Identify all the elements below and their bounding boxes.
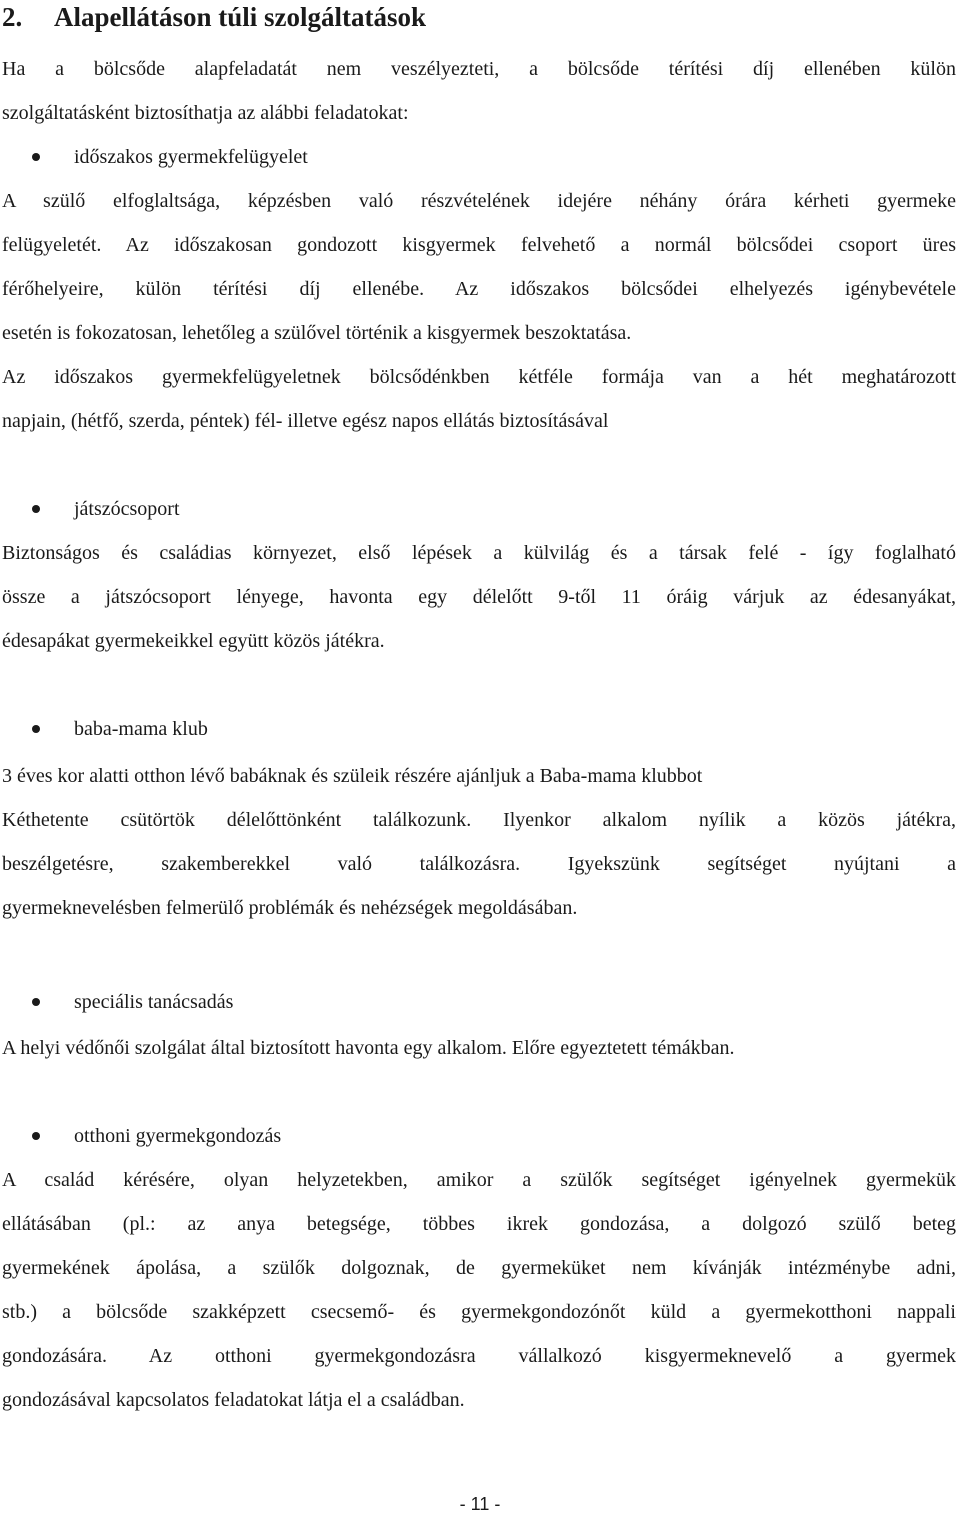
paragraph-line: beszélgetésre, szakemberekkel való találkozásra. Igyekszünk segítséget nyújtani a — [2, 853, 956, 875]
bullet-icon — [32, 153, 40, 161]
section-paragraph — [2, 179, 956, 443]
paragraph-line: ellátásában (pl.: az anya betegsége, többes ikrek gondozása, a dolgozó szülő beteg — [2, 1213, 956, 1235]
paragraph-line: esetén is fokozatosan, lehetőleg a szülővel történik a kisgyermek beszoktatása. — [2, 322, 632, 344]
paragraph-line: gondozásával kapcsolatos feladatokat látja el a családban. — [2, 1389, 465, 1411]
section-paragraph — [2, 754, 956, 930]
intro-paragraph — [2, 47, 956, 135]
paragraph-line: stb.) a bölcsőde szakképzett csecsemő- és gyermekgondozónőt küld a gyermekotthoni nappali — [2, 1301, 956, 1323]
paragraph-line: Kéthetente csütörtök délelőttönként találkozunk. Ilyenkor alkalom nyílik a közös játékra, — [2, 809, 956, 831]
section-number: 2. — [2, 2, 23, 32]
bullet-label: otthoni gyermekgondozás — [74, 1125, 282, 1147]
bullet-label: játszócsoport — [74, 498, 180, 520]
bullet-item-baba-mama — [2, 714, 208, 744]
paragraph-line: felügyeletét. Az időszakosan gondozott kisgyermek felvehető a normál bölcsődei csoport üres — [2, 234, 956, 256]
bullet-icon — [32, 1132, 40, 1140]
intro-line: Ha a bölcsőde alapfeladatát nem veszélyezteti, a bölcsőde térítési díj ellenében külön — [2, 58, 956, 80]
section-paragraph — [2, 1158, 956, 1422]
bullet-icon — [32, 505, 40, 513]
section-title: Alapellátáson túli szolgáltatások — [54, 2, 427, 32]
section-heading — [2, 0, 426, 34]
bullet-icon — [32, 725, 40, 733]
paragraph-line: gyermekének ápolása, a szülők dolgoznak, de gyermeküket nem kívánják intézménybe adni, — [2, 1257, 956, 1279]
paragraph-line: A helyi védőnői szolgálat által biztosított havonta egy alkalom. Előre egyeztetett témákban. — [2, 1037, 735, 1059]
paragraph-line: Biztonságos és családias környezet, első lépések a külvilág és a társak felé - így foglalható — [2, 542, 956, 564]
paragraph-line: gondozására. Az otthoni gyermekgondozásra vállalkozó kisgyermeknevelő a gyermek — [2, 1345, 956, 1367]
section-paragraph — [2, 1026, 956, 1070]
bullet-label: baba-mama klub — [74, 718, 208, 740]
paragraph-line: össze a játszócsoport lényege, havonta egy délelőtt 9-től 11 óráig várjuk az édesanyákat, — [2, 586, 956, 608]
paragraph-line: napjain, (hétfő, szerda, péntek) fél- illetve egész napos ellátás biztosításával — [2, 410, 609, 432]
paragraph-line: A család kérésére, olyan helyzetekben, amikor a szülők segítséget igényelnek gyermekük — [2, 1169, 956, 1191]
bullet-icon — [32, 998, 40, 1006]
paragraph-line: 3 éves kor alatti otthon lévő babáknak és szüleik részére ajánljuk a Baba-mama klubbot — [2, 765, 703, 787]
intro-line: szolgáltatásként biztosíthatja az alábbi feladatokat: — [2, 102, 409, 124]
paragraph-line: férőhelyeire, külön térítési díj ellenébe. Az időszakos bölcsődei elhelyezés igénybevétele — [2, 278, 956, 300]
paragraph-line: Az időszakos gyermekfelügyeletnek bölcsődénkben kétféle formája van a hét meghatározott — [2, 366, 956, 388]
bullet-item-otthoni — [2, 1121, 281, 1151]
bullet-item-jatszocsoport — [2, 494, 180, 524]
paragraph-line: gyermeknevelésben felmerülő problémák és nehézségek megoldásában. — [2, 897, 578, 919]
bullet-label: időszakos gyermekfelügyelet — [74, 146, 308, 168]
page-number: - 11 - — [459, 1494, 501, 1514]
bullet-item-idoszakos — [2, 142, 308, 172]
bullet-label: speciális tanácsadás — [74, 991, 234, 1013]
paragraph-line: édesapákat gyermekeikkel együtt közös játékra. — [2, 630, 385, 652]
bullet-item-specialis — [2, 987, 233, 1017]
section-paragraph — [2, 531, 956, 663]
paragraph-line: A szülő elfoglaltsága, képzésben való részvételének idejére néhány órára kérheti gyermeke — [2, 190, 956, 212]
